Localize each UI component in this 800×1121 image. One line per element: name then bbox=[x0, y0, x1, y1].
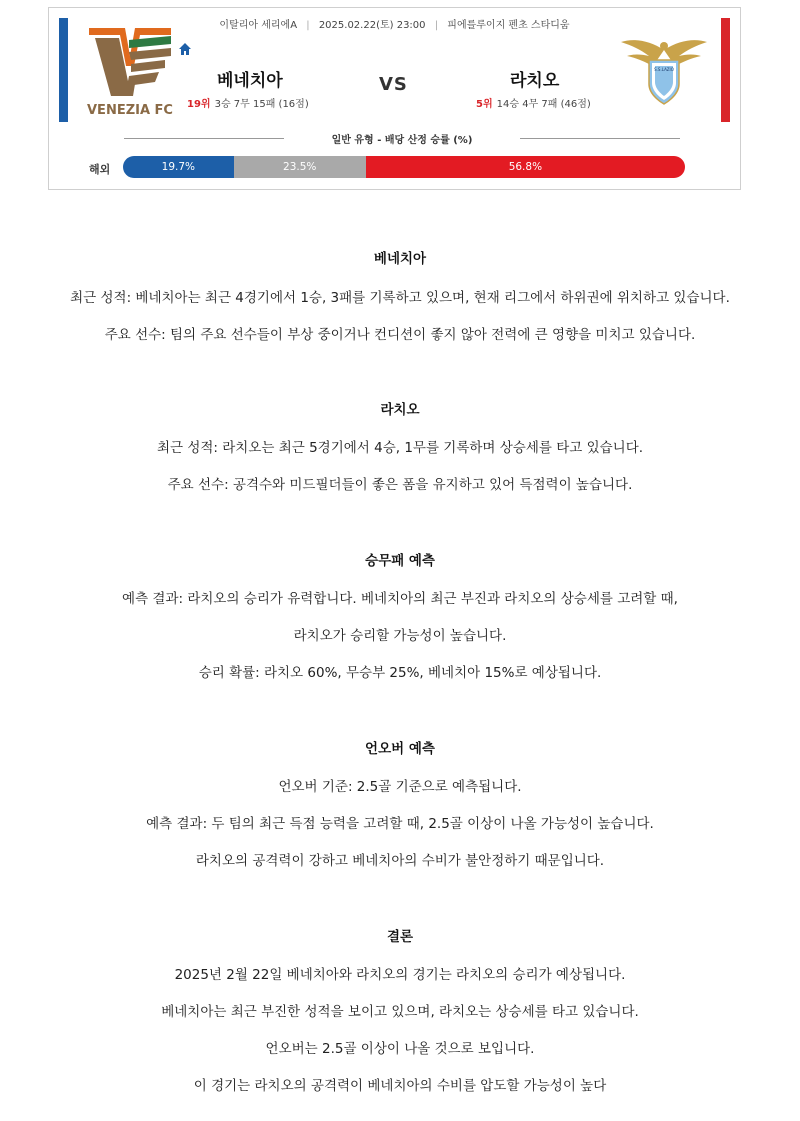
section-paragraph: 언오버 기준: 2.5골 기준으로 예측됩니다. bbox=[278, 779, 522, 795]
section-paragraph: 라치오의 공격력이 강하고 베네치아의 수비가 불안정하기 때문입니다. bbox=[195, 853, 605, 869]
venue-name: 피에를루이지 펜초 스타디움 bbox=[447, 20, 570, 31]
league-name: 이탈리아 세리에A bbox=[219, 20, 298, 31]
home-team-name: 베네치아 bbox=[217, 71, 283, 91]
lazio-logo bbox=[619, 36, 709, 106]
away-logo-text: S.S.LAZIO bbox=[654, 67, 674, 72]
section-paragraph: 2025년 2월 22일 베네치아와 라치오의 경기는 라치오의 승리가 예상됩니다. bbox=[174, 967, 626, 983]
section-paragraph: 승리 확률: 라치오 60%, 무승부 25%, 베네치아 15%로 예상됩니다. bbox=[198, 665, 602, 681]
section-paragraph: 주요 선수: 공격수와 미드필더들이 좋은 폼을 유지하고 있어 득점력이 높습니다. bbox=[167, 477, 633, 493]
section-title-away: 라치오 bbox=[380, 402, 420, 418]
match-card bbox=[48, 7, 741, 190]
section-paragraph: 최근 성적: 베네치아는 최근 4경기에서 1승, 3패를 기록하고 있으며, 현재 리그에서 하위권에 위치하고 있습니다. bbox=[70, 290, 730, 306]
match-datetime: 2025.02.22(토) 23:00 bbox=[318, 20, 426, 31]
section-paragraph: 라치오가 승리할 가능성이 높습니다. bbox=[293, 628, 507, 644]
home-color-bar bbox=[59, 18, 68, 122]
odds-home-segment: 19.7% bbox=[123, 156, 234, 178]
section-title-over-under: 언오버 예측 bbox=[365, 741, 435, 757]
meta-separator: | bbox=[434, 20, 439, 31]
odds-label: 해외 bbox=[89, 163, 111, 176]
odds-draw-segment: 23.5% bbox=[234, 156, 366, 178]
vs-label: VS bbox=[379, 74, 408, 95]
away-color-bar bbox=[721, 18, 730, 122]
venezia-logo bbox=[85, 26, 175, 118]
odds-away-segment: 56.8% bbox=[366, 156, 685, 178]
section-title-home: 베네치아 bbox=[373, 251, 427, 267]
section-paragraph: 주요 선수: 팀의 주요 선수들이 부상 중이거나 컨디션이 좋지 않아 전력에 큰 영향을 미치고 있습니다. bbox=[104, 327, 696, 343]
section-paragraph: 예측 결과: 라치오의 승리가 유력합니다. 베네치아의 최근 부진과 라치오의 상승세를 고려할 때, bbox=[122, 591, 678, 607]
section-title-result-prediction: 승무패 예측 bbox=[365, 553, 435, 569]
section-paragraph: 언오버는 2.5골 이상이 나올 것으로 보입니다. bbox=[265, 1041, 535, 1057]
section-paragraph: 예측 결과: 두 팀의 최근 득점 능력을 고려할 때, 2.5골 이상이 나올 가능성이 높습니다. bbox=[146, 816, 654, 832]
home-logo-text: VENEZIA FC bbox=[87, 103, 173, 118]
home-record bbox=[187, 95, 309, 110]
divider-line bbox=[520, 138, 680, 139]
section-paragraph: 이 경기는 라치오의 공격력이 베네치아의 수비를 압도할 가능성이 높다 bbox=[193, 1078, 607, 1094]
home-rank: 19위 bbox=[187, 99, 211, 110]
away-team-name: 라치오 bbox=[510, 71, 560, 91]
section-paragraph: 베네치아는 최근 부진한 성적을 보이고 있으며, 라치오는 상승세를 타고 있습니다. bbox=[161, 1004, 639, 1020]
odds-title-row bbox=[124, 131, 680, 145]
section-title-conclusion: 결론 bbox=[386, 929, 414, 945]
away-rank: 5위 bbox=[476, 99, 493, 110]
home-record-text: 3승 7무 15패 (16점) bbox=[214, 99, 309, 110]
away-record-text: 14승 4무 7패 (46점) bbox=[496, 99, 591, 110]
meta-separator: | bbox=[306, 20, 310, 31]
odds-title: 일반 유형 - 배당 산정 승률 (%) bbox=[331, 135, 473, 146]
home-icon bbox=[178, 42, 192, 56]
section-paragraph: 최근 성적: 라치오는 최근 5경기에서 4승, 1무를 기록하며 상승세를 타고 있습니다. bbox=[156, 440, 644, 456]
away-record bbox=[476, 95, 591, 110]
odds-bar bbox=[123, 156, 685, 178]
